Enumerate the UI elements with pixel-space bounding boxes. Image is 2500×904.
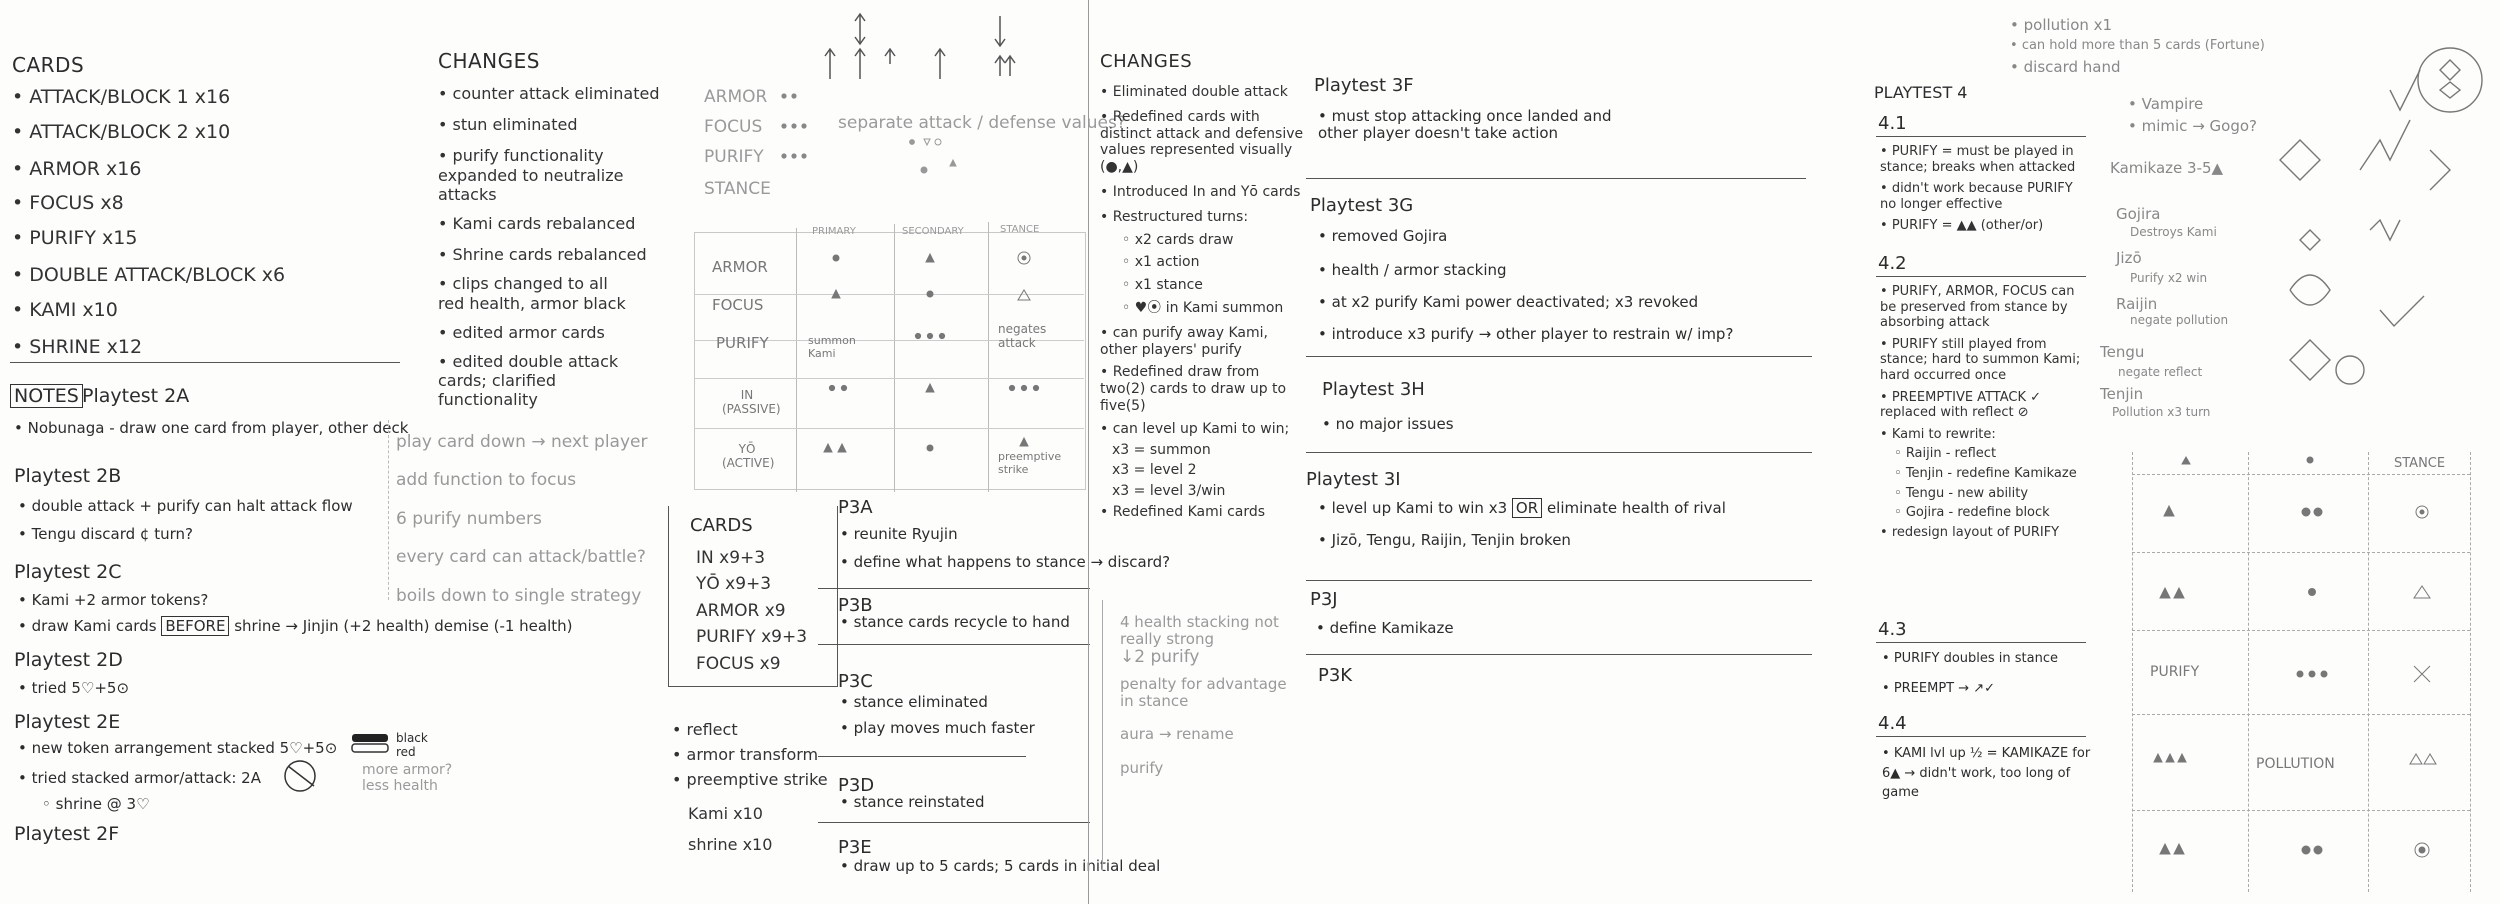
list-item: • clips changed to all red health, armor black [438, 274, 638, 312]
p3g-item: • introduce x3 purify → other player to restrain w/ imp? [1318, 326, 1733, 343]
list-item: • ATTACK/BLOCK 2 x10 [12, 121, 285, 144]
changes-2-title: CHANGES [1100, 51, 1193, 72]
sketch-zigzag [2370, 220, 2400, 240]
p3j-item: • define Kamikaze [1316, 620, 1454, 637]
playtest-2c-item: • Kami +2 armor tokens? [18, 592, 208, 609]
list-item: • PURIFY = ▲▲ (other/or) [1880, 218, 2090, 234]
grid-row-yo: YŌ (ACTIVE) [722, 442, 775, 470]
list-item: shrine x10 [688, 834, 773, 854]
list-item: • Kami to rewrite: [1880, 427, 2100, 443]
grid-triangle [2182, 457, 2190, 464]
gray-p3-note: ↓2 purify [1120, 647, 1200, 667]
divider [1876, 642, 2086, 643]
sketch-circle [2336, 356, 2364, 384]
grid-header-secondary: SECONDARY [902, 226, 964, 237]
section-4-4: 4.4 [1878, 713, 1907, 734]
playtest-2e-title: Playtest 2E [14, 711, 121, 733]
cards-title: CARDS [12, 53, 85, 77]
list-item: • ARMOR x16 [12, 158, 285, 181]
jizo-title: Jizō [2116, 249, 2142, 267]
divider [1306, 654, 1812, 655]
list-item: • edited double attack cards; clarified functionality [438, 352, 638, 410]
cards-mid-title: CARDS [690, 515, 753, 536]
grid-dot [829, 385, 834, 390]
grid-triangle [838, 444, 846, 452]
list-item: • didn't work because PURIFY no longer effective [1880, 181, 2080, 212]
sketch-diamond [2290, 340, 2330, 380]
legend-armor: ARMOR [704, 87, 768, 107]
tenjin-title: Tenjin [2100, 385, 2144, 403]
tengu-item: negate reflect [2118, 365, 2203, 379]
p3h-title: Playtest 3H [1322, 379, 1425, 400]
divider [818, 588, 1090, 589]
p3d-item: • stance reinstated [840, 794, 985, 811]
divider [818, 644, 1090, 645]
divider [1876, 276, 2086, 277]
turn-item: ◦ x1 stance [1122, 277, 1310, 294]
tengu-title: Tengu [2100, 343, 2145, 361]
divider [1306, 452, 1812, 453]
grid-dot [2302, 846, 2310, 854]
crossed-circle-sketch [282, 758, 322, 794]
gray-notes-bracket [388, 420, 389, 600]
p3i-title: Playtest 3I [1306, 469, 1401, 490]
token-black [352, 734, 388, 742]
grid-row-armor: ARMOR [712, 258, 768, 276]
kami-rewrite-item: ◦ Tengu - new ability [1894, 486, 2100, 502]
list-item: • can level up Kami to win; [1100, 421, 1310, 438]
p3i-level-up: level up Kami to win x3 [1331, 499, 1508, 517]
p3a-item: • define what happens to stance → discard? [840, 554, 1170, 571]
gray-p3-note: 4 health stacking not really strong [1120, 613, 1279, 649]
playtest-2e-item: • new token arrangement stacked 5♡+5⊙ [18, 740, 337, 757]
gray-notes [396, 432, 647, 612]
list-item: • stun eliminated [438, 115, 638, 134]
divider [1306, 178, 1806, 179]
p3a-item: • reunite Ryujin [840, 526, 958, 543]
gray-p3-note: penalty for advantage in stance [1120, 675, 1287, 711]
or-box: OR [1512, 498, 1542, 518]
list-item: • PREEMPTIVE ATTACK ✓ replaced with reflect ⊘ [1880, 390, 2090, 421]
list-item: • PURIFY, ARMOR, FOCUS can be preserved from stance by absorbing attack [1880, 284, 2090, 331]
list-item: • Redefined Kami cards [1100, 504, 1310, 521]
p3f-title: Playtest 3F [1314, 75, 1414, 96]
list-item: ARMOR x9 [696, 600, 786, 621]
tenjin-item: Pollution x3 turn [2112, 405, 2211, 419]
list-item: • preemptive strike [672, 770, 828, 789]
playtest-2a-title: Playtest 2A [82, 385, 190, 407]
divider [1876, 136, 2086, 137]
arrow-sketch [820, 4, 1050, 84]
p3i-eliminate: eliminate health of rival [1546, 499, 1726, 517]
list-item: • reflect [672, 720, 828, 739]
list-item: • PURIFY still played from stance; hard to summon Kami; hard occurred once [1880, 337, 2090, 384]
grid-header-stance: STANCE [1000, 224, 1040, 235]
playtest-2c-draw-b: shrine → Jinjin (+2 health) demise (-1 health) [234, 617, 573, 635]
playtest-2c-draw-a: draw Kami cards [31, 617, 157, 635]
p3g-item: • health / armor stacking [1318, 262, 1507, 279]
grid-triangle [2154, 754, 2162, 762]
gojira-title: Gojira [2116, 205, 2161, 223]
token-red [352, 744, 388, 752]
p3e-title: P3E [838, 837, 872, 858]
sketch-check [2390, 70, 2420, 110]
grid-triangle [926, 254, 934, 262]
sketch-diamond [2280, 140, 2320, 180]
playtest-2e-item: • tried stacked armor/attack: 2A [18, 770, 261, 787]
list-item: YŌ x9+3 [696, 574, 772, 595]
grid-row-purify: PURIFY [716, 334, 769, 352]
grid-triangle-outline [1018, 290, 1030, 300]
vampire-note: • Vampire [2128, 96, 2203, 113]
grid-triangle [2164, 506, 2174, 516]
section-4-4-item: • KAMI lvl up ½ = KAMIKAZE for 6▲ → didn't work, too long of game [1882, 744, 2092, 803]
section-4-1: 4.1 [1878, 113, 1907, 134]
turn-item: ◦ x2 cards draw [1122, 232, 1310, 249]
divider [818, 756, 1026, 757]
grid-triangle [2174, 588, 2184, 598]
playtest-2a-item: • Nobunaga - draw one card from player, other deck [14, 420, 408, 437]
grid-dot [915, 333, 920, 338]
list-item: • PURIFY x15 [12, 227, 285, 250]
sketch-diamond [2440, 60, 2460, 80]
raijin-item: negate pollution [2130, 313, 2229, 327]
sketch-zigzag [2360, 120, 2410, 170]
list-item: • redesign layout of PURIFY [1880, 525, 2100, 541]
grid-note-negates: negates attack [998, 322, 1047, 350]
before-box: BEFORE [161, 616, 229, 636]
kami-rewrite-item: ◦ Gojira - redefine block [1894, 505, 2100, 521]
section-4-3: 4.3 [1878, 619, 1907, 640]
p3g-item: • at x2 purify Kami power deactivated; x3 revoked [1318, 294, 1698, 311]
legend-stance: STANCE [704, 179, 771, 199]
section-4-3-item: • PURIFY doubles in stance [1882, 652, 2058, 667]
list-item: FOCUS x9 [696, 653, 781, 674]
gray-p3-note: aura → rename [1120, 725, 1234, 743]
legend-symbols [900, 136, 980, 176]
list-item: • pollution x1 [2010, 16, 2265, 34]
grid-triangle [2174, 844, 2184, 854]
list-item: • ATTACK/BLOCK 1 x16 [12, 86, 285, 109]
sketch-loop [2290, 275, 2330, 305]
p3b-title: P3B [838, 595, 873, 616]
right-grid-symbols [2132, 452, 2472, 892]
legend-purify: PURIFY [704, 147, 764, 167]
list-item: Kami x10 [688, 803, 763, 823]
list-item: • armor transform [672, 745, 828, 764]
p3f-item: • must stop attacking once landed and other player doesn't take action [1318, 108, 1648, 143]
playtest-4-title: PLAYTEST 4 [1874, 83, 1968, 102]
token-stack-label: black red [396, 731, 428, 759]
p3a-title: P3A [838, 497, 873, 518]
grid-note-summon: summon Kami [808, 334, 856, 360]
gray-p3-bracket [1102, 600, 1103, 871]
list-item: • Shrine cards rebalanced [438, 245, 638, 264]
sketch-check [2380, 296, 2424, 326]
grid-symbols [694, 232, 1084, 488]
grid-triangle [2178, 754, 2186, 762]
raijin-title: Raijin [2116, 295, 2158, 313]
grid-triangle [2160, 588, 2170, 598]
symbol-sketches [2260, 30, 2490, 410]
list-item: • FOCUS x8 [12, 192, 285, 215]
list-item: • DOUBLE ATTACK/BLOCK x6 [12, 264, 285, 287]
gojira-item: Destroys Kami [2130, 225, 2217, 239]
section-4-1-list [1880, 144, 2090, 240]
section-4-2: 4.2 [1878, 253, 1907, 274]
playtest-2f-title: Playtest 2F [14, 823, 120, 845]
sketch-bracket [2430, 150, 2450, 190]
grid-triangle-outline [2414, 586, 2430, 598]
list-item: • Eliminated double attack [1100, 84, 1310, 101]
p3i-item: • Jizō, Tengu, Raijin, Tenjin broken [1318, 532, 1571, 549]
list-item: • Introduced In and Yō cards [1100, 184, 1310, 201]
list-item: • Kami cards rebalanced [438, 214, 638, 233]
grid-triangle [824, 444, 832, 452]
grid-triangle [1020, 438, 1028, 446]
divider [1876, 736, 2086, 737]
divider [818, 822, 1090, 823]
win-item: x3 = summon [1112, 441, 1211, 458]
list-item: • PURIFY = must be played in stance; breaks when attacked [1880, 144, 2080, 175]
gray-note: 6 purify numbers [396, 508, 542, 529]
mid-list [672, 720, 828, 860]
list-item: • KAMI x10 [12, 299, 285, 322]
gray-note: every card can attack/battle? [396, 547, 646, 568]
divider [1306, 356, 1812, 357]
grid-triangle-outline [2410, 754, 2422, 764]
grid-triangle [926, 384, 934, 392]
list-item: • SHRINE x12 [12, 336, 285, 359]
legend-note: separate attack / defense values? [838, 113, 1126, 133]
grid-dot [1009, 385, 1014, 390]
grid-dot [2302, 508, 2310, 516]
notes-box: NOTES [10, 384, 83, 408]
grid-dot [927, 291, 933, 297]
legend-dots [780, 90, 840, 170]
changes-2-list [1100, 84, 1310, 527]
win-item: x3 = level 3/win [1112, 483, 1226, 500]
p3d-title: P3D [838, 775, 875, 796]
grid-arrow-cross [2414, 666, 2430, 682]
playtest-2b-title: Playtest 2B [14, 465, 122, 487]
grid-triangle [2166, 754, 2174, 762]
list-item: • discard hand [2010, 58, 2265, 76]
right-grid-pollution: POLLUTION [2256, 756, 2335, 772]
p3e-item: • draw up to 5 cards; 5 cards in initial deal [840, 858, 1160, 875]
list-item: PURIFY x9+3 [696, 627, 808, 648]
grid-header-primary: PRIMARY [812, 226, 856, 237]
kami-rewrite-item: ◦ Raijin - reflect [1894, 446, 2100, 462]
turn-item: ◦ x1 action [1122, 254, 1310, 271]
gray-p3-note: purify [1120, 759, 1164, 777]
right-grid-stance: STANCE [2394, 456, 2446, 471]
gray-note: add function to focus [396, 470, 577, 491]
cards-mid-list [696, 548, 807, 680]
list-item: • edited armor cards [438, 323, 638, 342]
p3c-item: • play moves much faster [840, 720, 1035, 737]
list-item: • counter attack eliminated [438, 84, 638, 103]
win-item: x3 = level 2 [1112, 462, 1197, 479]
grid-dot [833, 255, 839, 261]
grid-triangle [2160, 844, 2170, 854]
kamikaze-note: Kamikaze 3-5▲ [2110, 159, 2224, 177]
top-right-notes [2010, 16, 2265, 82]
divider [10, 362, 400, 363]
changes-list [438, 84, 660, 415]
grid-dot [2297, 671, 2303, 677]
list-item: • Restructured turns: [1100, 209, 1310, 226]
list-item: • can hold more than 5 cards (Fortune) [2010, 38, 2265, 54]
playtest-2d-title: Playtest 2D [14, 649, 123, 671]
section-4-3-item: • PREEMPT → ↗✓ [1882, 682, 1995, 697]
legend-focus: FOCUS [704, 117, 763, 137]
playtest-2e-subitem: ◦ shrine @ 3♡ [42, 796, 150, 813]
right-grid-purify: PURIFY [2150, 664, 2200, 680]
gray-note: play card down → next player [396, 432, 648, 452]
grid-dot [2309, 589, 2316, 596]
list-item: • Redefined draw from two(2) cards to draw up to five(5) [1100, 364, 1305, 414]
notes-label [10, 386, 83, 408]
list-item: • can purify away Kami, other players' purify [1100, 325, 1305, 359]
more-armor-note: more armor? less health [362, 762, 453, 795]
mimic-note: • mimic → Gogo? [2128, 118, 2257, 135]
grid-triangle-outline [2424, 754, 2436, 764]
column-divider [1088, 0, 1089, 904]
grid-dot [2307, 457, 2313, 463]
p3j-title: P3J [1310, 589, 1338, 610]
grid-note-preemptive: preemptive strike [998, 450, 1062, 476]
grid-dot [927, 445, 933, 451]
gray-note: boils down to single strategy [396, 585, 642, 606]
p3g-item: • removed Gojira [1318, 228, 1447, 245]
kami-rewrite-item: ◦ Tenjin - redefine Kamikaze [1894, 466, 2100, 482]
playtest-2b-item: • double attack + purify can halt attack flow [18, 498, 353, 515]
sketch-diamond [2440, 82, 2460, 98]
grid-row-in: IN (PASSIVE) [722, 388, 781, 416]
divider [1306, 580, 1812, 581]
list-item: • Redefined cards with distinct attack and defensive values represented visually (●,▲) [1100, 109, 1305, 176]
p3c-title: P3C [838, 671, 873, 692]
turn-item: ◦ ♥⦿ in Kami summon [1122, 300, 1310, 317]
cards-list [12, 86, 285, 364]
p3i-item [1318, 500, 1726, 517]
p3c-item: • stance eliminated [840, 694, 988, 711]
p3k-title: P3K [1318, 665, 1353, 686]
grid-row-focus: FOCUS [712, 296, 764, 314]
list-item: IN x9+3 [696, 548, 766, 568]
p3g-title: Playtest 3G [1310, 195, 1414, 216]
jizo-item: Purify x2 win [2130, 271, 2208, 285]
changes-title: CHANGES [438, 49, 540, 73]
section-4-2-list [1880, 284, 2100, 546]
list-item: • purify functionality expanded to neutralize attacks [438, 146, 633, 204]
sketch-diamond [2300, 230, 2320, 250]
playtest-2d-item: • tried 5♡+5⊙ [18, 680, 129, 697]
p3b-item: • stance cards recycle to hand [840, 614, 1070, 631]
grid-triangle [832, 290, 840, 298]
playtest-2b-item: • Tengu discard ¢ turn? [18, 526, 193, 543]
playtest-2c-draw [18, 618, 573, 635]
playtest-2c-title: Playtest 2C [14, 561, 122, 583]
p3h-item: • no major issues [1322, 416, 1454, 433]
